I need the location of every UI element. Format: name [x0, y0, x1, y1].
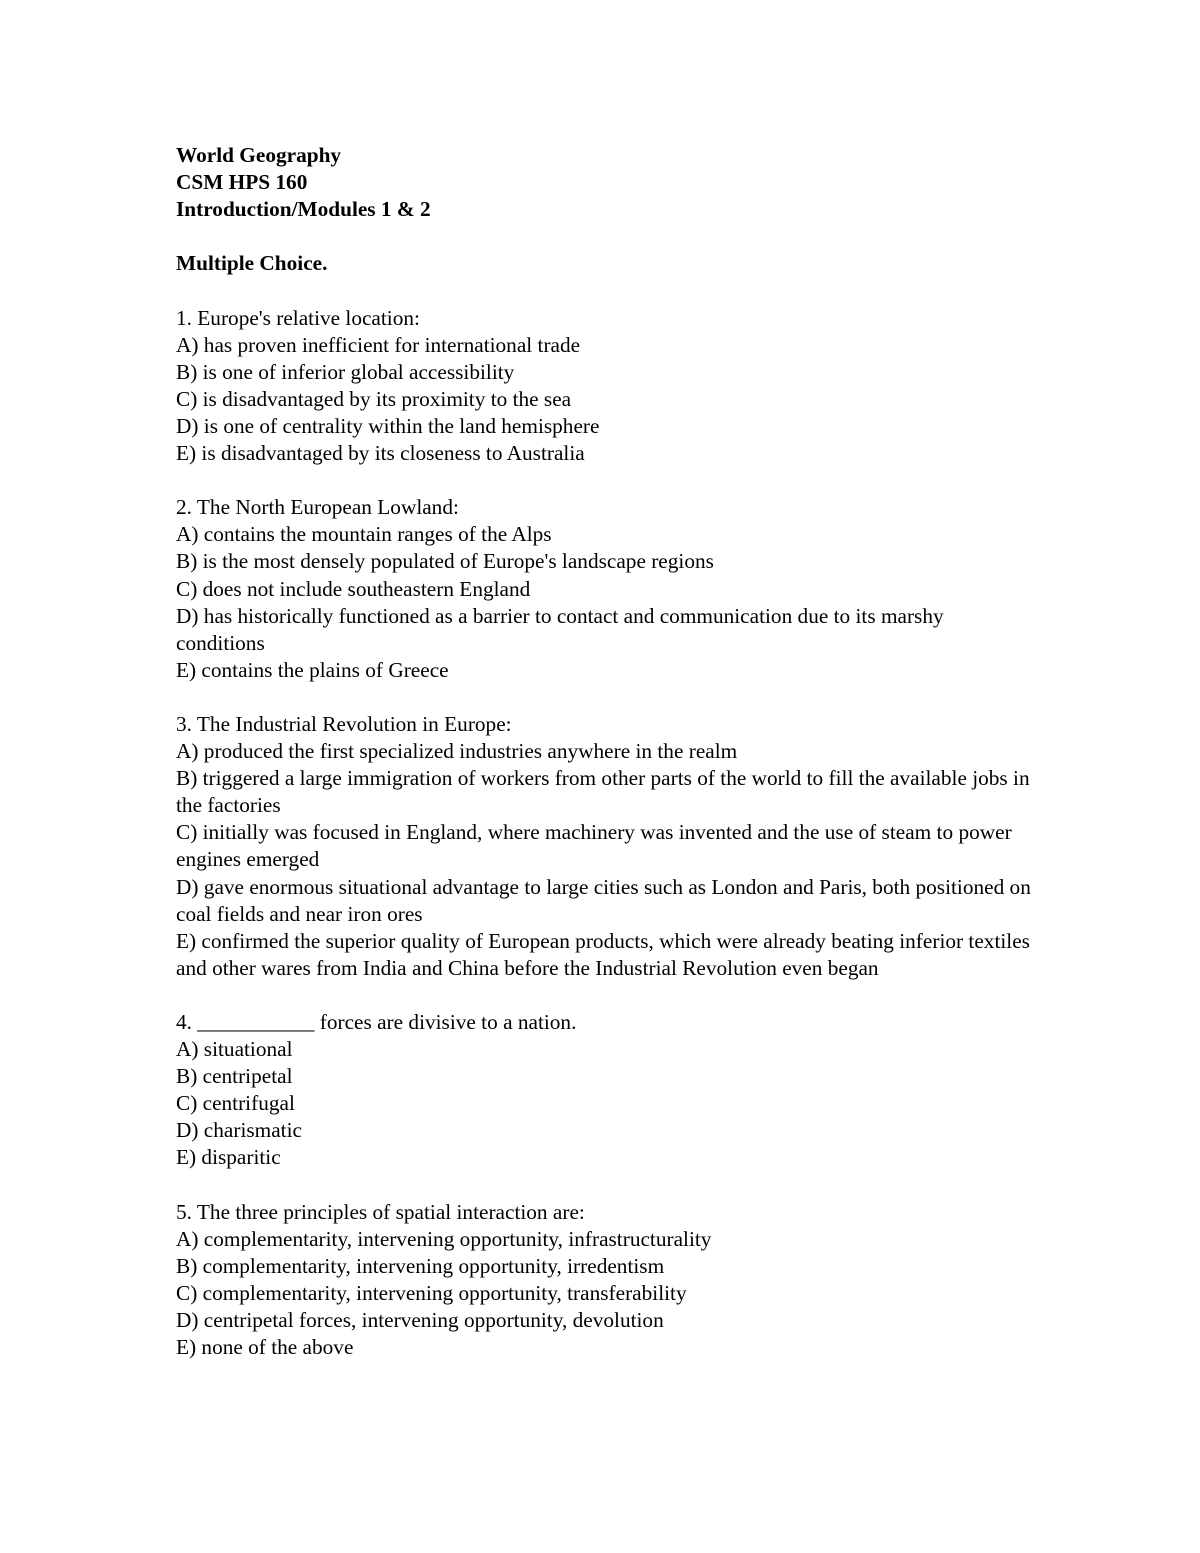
option-c: C) does not include southeastern England — [176, 576, 531, 601]
option-a: A) has proven inefficient for international trade — [176, 332, 581, 357]
course-code: CSM HPS 160 — [176, 170, 308, 195]
option-b: B) triggered a large immigration of workers from other parts of the world to fill the available jobs in the factories — [176, 766, 1030, 818]
spacer — [176, 467, 1036, 494]
option-e: E) contains the plains of Greece — [176, 657, 449, 682]
option-d: D) centripetal forces, intervening opportunity, devolution — [176, 1308, 664, 1333]
option-b: B) centripetal — [176, 1064, 293, 1089]
option-c: C) centrifugal — [176, 1091, 295, 1116]
question-5 — [176, 1199, 1036, 1362]
spacer — [176, 277, 1036, 304]
question-stem: 5. The three principles of spatial interaction are: — [176, 1199, 585, 1224]
option-a: A) contains the mountain ranges of the Alps — [176, 522, 552, 547]
option-e: E) confirmed the superior quality of European products, which were already beating inferior textiles and other wares from India and China before the Industrial Revolution even began — [176, 928, 1030, 980]
option-c: C) is disadvantaged by its proximity to the sea — [176, 386, 572, 411]
question-stem: 2. The North European Lowland: — [176, 495, 459, 520]
option-e: E) none of the above — [176, 1335, 354, 1360]
option-a: A) situational — [176, 1037, 293, 1062]
option-e: E) is disadvantaged by its closeness to Australia — [176, 441, 585, 466]
section-title: Multiple Choice. — [176, 251, 328, 276]
option-c: C) initially was focused in England, where machinery was invented and the use of steam to power engines emerged — [176, 820, 1012, 872]
question-4 — [176, 1009, 1036, 1172]
option-e: E) disparitic — [176, 1145, 281, 1170]
option-d: D) charismatic — [176, 1118, 302, 1143]
document-body — [176, 142, 1036, 1361]
unit-title: Introduction/Modules 1 & 2 — [176, 197, 431, 222]
option-a: A) produced the first specialized industries anywhere in the realm — [176, 739, 738, 764]
question-2 — [176, 494, 1036, 684]
question-stem: 4. ___________ forces are divisive to a nation. — [176, 1010, 577, 1034]
option-c: C) complementarity, intervening opportunity, transferability — [176, 1280, 687, 1305]
question-1 — [176, 305, 1036, 468]
option-a: A) complementarity, intervening opportunity, infrastructurality — [176, 1226, 712, 1251]
question-stem: 3. The Industrial Revolution in Europe: — [176, 711, 512, 736]
question-3 — [176, 711, 1036, 982]
option-d: D) gave enormous situational advantage to large cities such as London and Paris, both positioned on coal fields and near iron ores — [176, 874, 1031, 926]
option-d: D) is one of centrality within the land hemisphere — [176, 413, 600, 438]
option-d: D) has historically functioned as a barrier to contact and communication due to its marshy conditions — [176, 603, 944, 655]
spacer — [176, 982, 1036, 1009]
spacer — [176, 1172, 1036, 1199]
question-stem: 1. Europe's relative location: — [176, 305, 420, 330]
spacer — [176, 684, 1036, 711]
option-b: B) is one of inferior global accessibility — [176, 359, 515, 384]
option-b: B) is the most densely populated of Europe's landscape regions — [176, 549, 714, 574]
option-b: B) complementarity, intervening opportunity, irredentism — [176, 1253, 665, 1278]
spacer — [176, 223, 1036, 250]
course-title: World Geography — [176, 143, 342, 167]
